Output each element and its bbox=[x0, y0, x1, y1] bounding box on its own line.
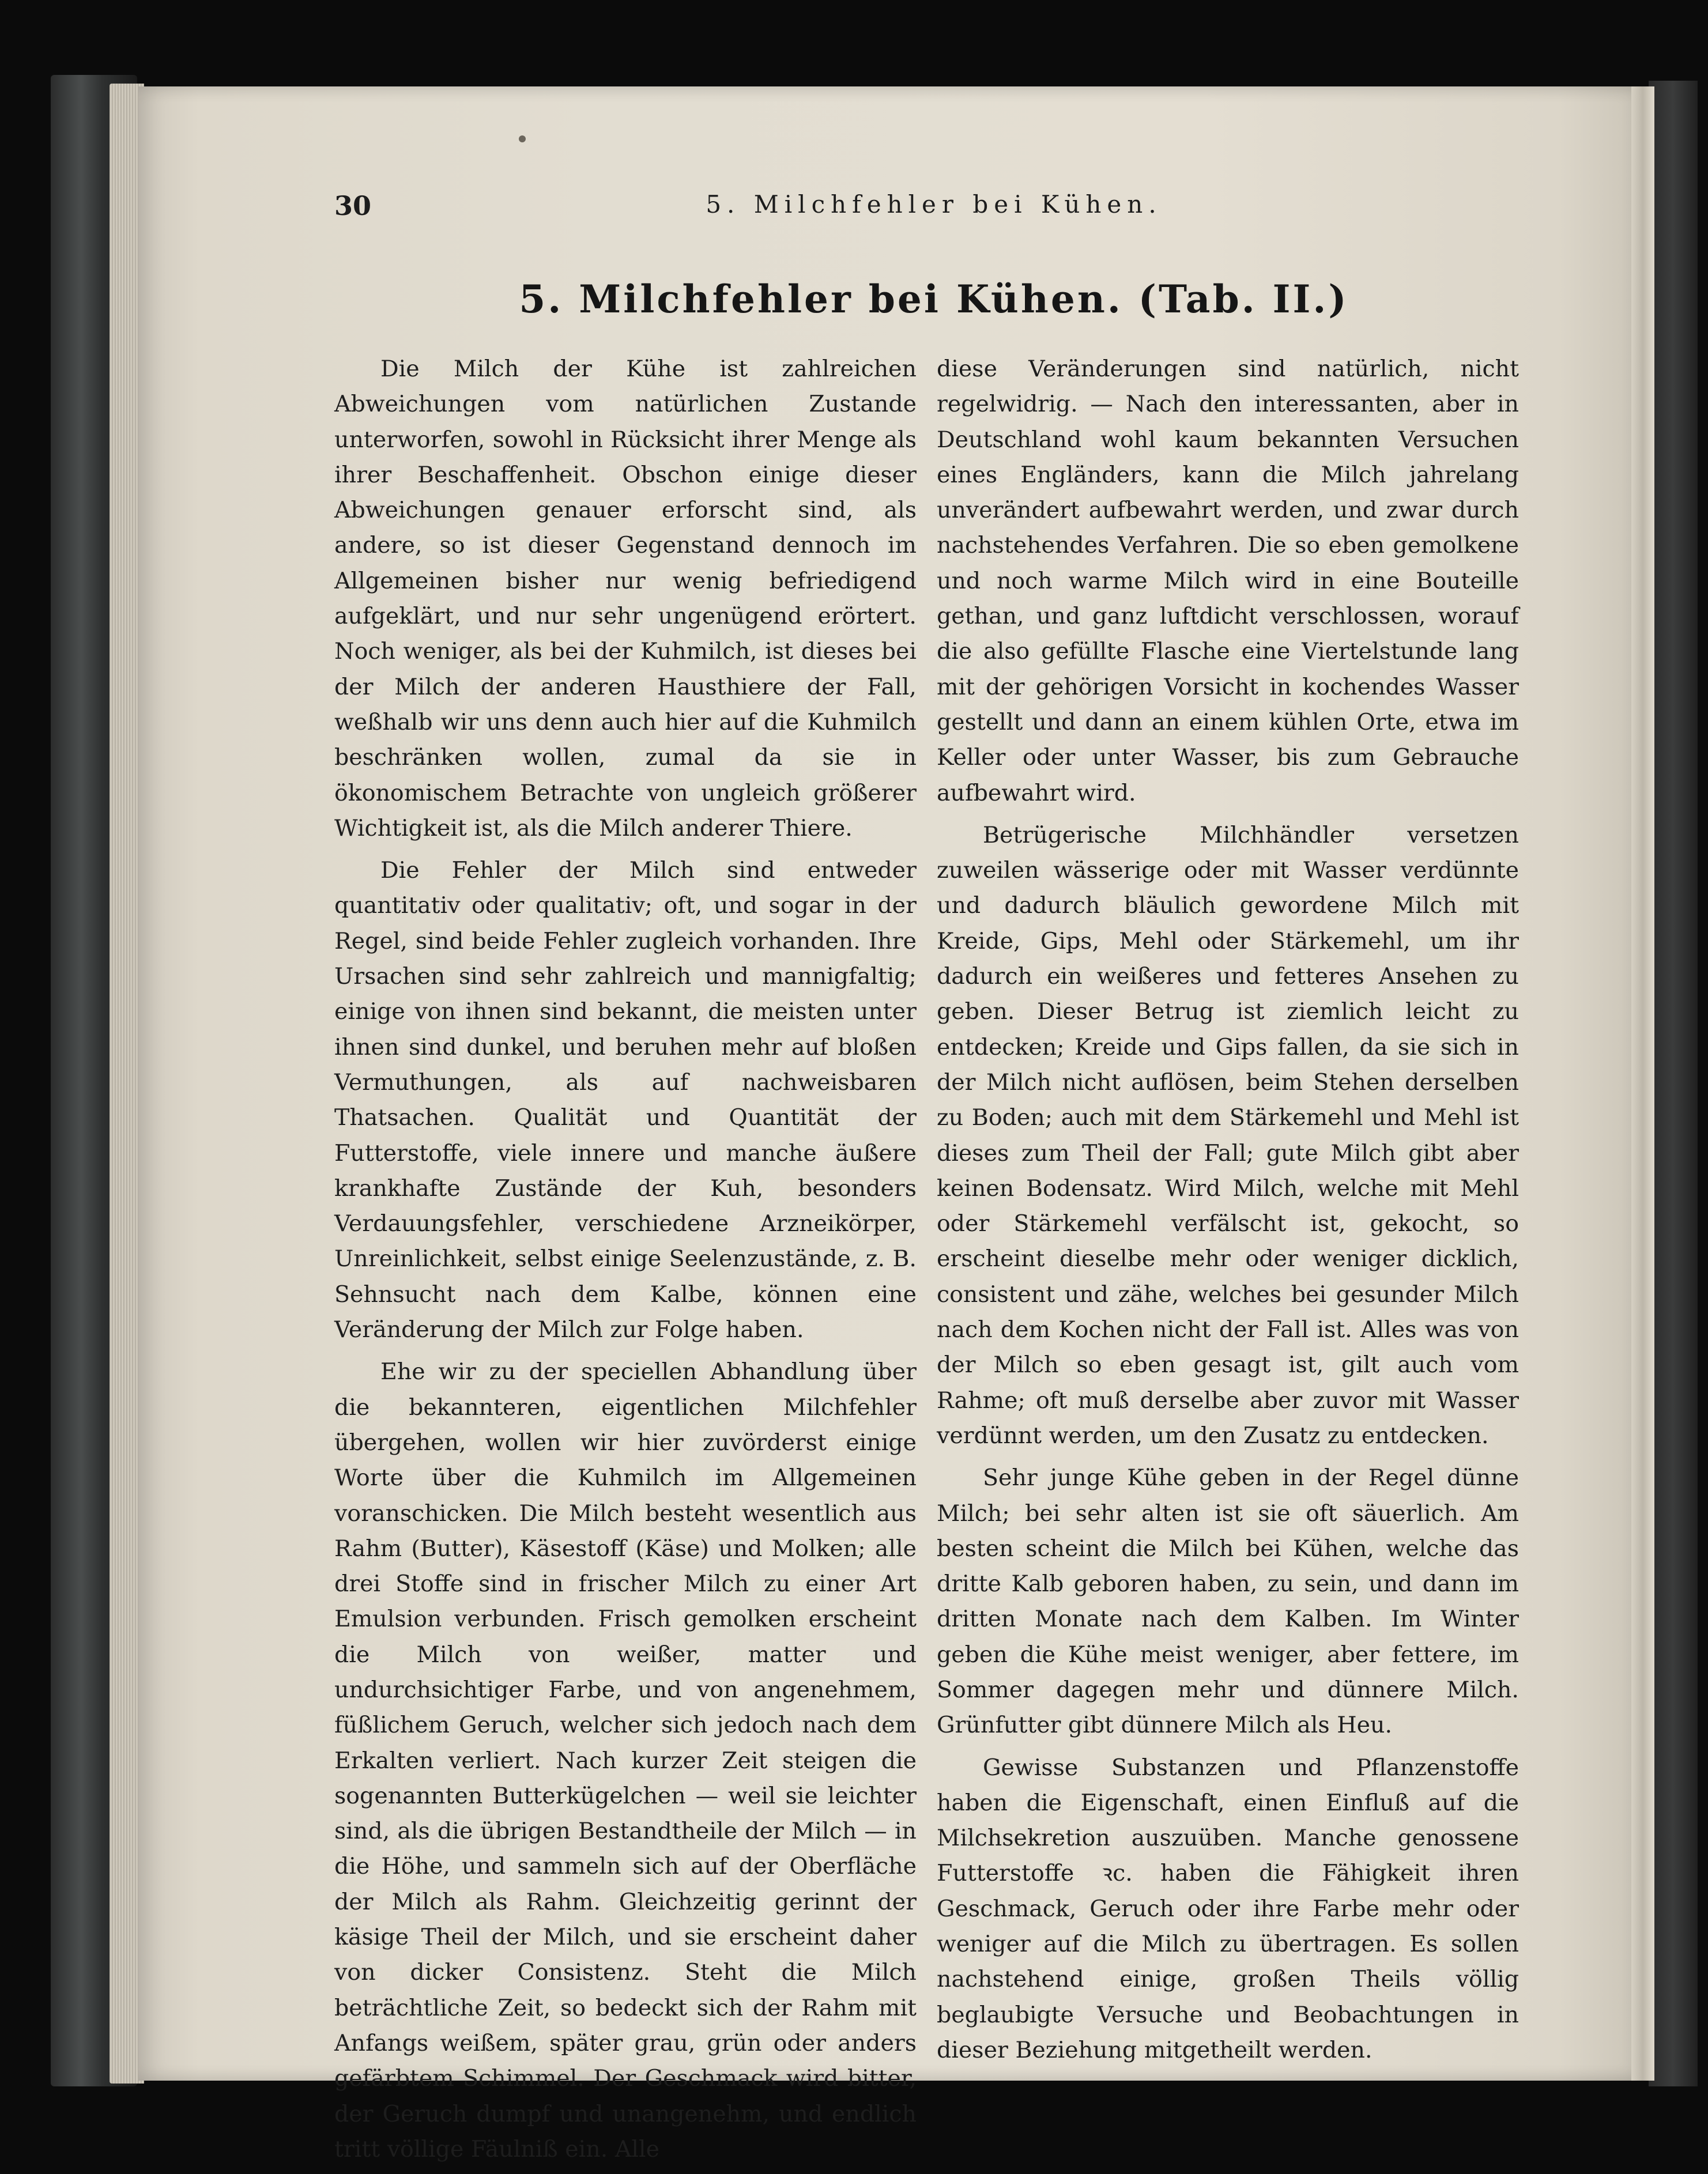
paragraph: Betrügerische Milchhändler versetzen zuweilen wässerige oder mit Wasser verdünnte und dadurch bläulich gewordene Milch mit Kreide, Gips, Mehl oder Stärkemehl, um ihr dadurch ein weißeres und fetteres Ansehen zu geben. Dieser Betrug ist ziemlich leicht zu entdecken; Kreide und Gips fallen, da sie sich in der Milch nicht auflösen, beim Stehen derselben zu Boden; auch mit dem Stärkemehl und Mehl ist dieses zum Theil der Fall; gute Milch gibt aber keinen Bodensatz. Wird Milch, welche mit Mehl oder Stärkemehl verfälscht ist, gekocht, so erscheint dieselbe mehr oder weniger dicklich, consistent und zähe, welches bei gesunder Milch nach dem Kochen nicht der Fall ist. Alles was von der Milch so eben gesagt ist, gilt auch vom Rahme; oft muß derselbe aber zuvor mit Wasser verdünnt werden, um den Zusatz zu entdecken. bbox=[937, 821, 1519, 1449]
page-number: 30 bbox=[334, 190, 372, 221]
paragraph: diese Veränderungen sind natürlich, nicht regelwidrig. — Nach den interessanten, aber in Deutschland wohl kaum bekannten Versuchen eines Engländers, kann die Milch jahrelang unverändert aufbewahrt werden, und zwar durch nachstehendes Verfahren. Die so eben gemolkene und noch warme Milch wird in eine Bouteille gethan, und ganz luftdicht verschlossen, worauf die also gefüllte Flasche eine Viertelstunde lang mit der gehörigen Vorsicht in kochendes Wasser gestellt und dann an einem kühlen Orte, etwa im Keller oder unter Wasser, bis zum Gebrauche aufbewahrt wird. bbox=[937, 356, 1519, 806]
running-head-title: 5. Milchfehler bei Kühen. bbox=[706, 190, 1162, 218]
left-column bbox=[334, 352, 917, 2174]
paragraph: Die Fehler der Milch sind entweder quantitativ oder qualitativ; oft, und sogar in der Regel, sind beide Fehler zugleich vorhanden. Ihre Ursachen sind sehr zahlreich und mannigfaltig; einige von ihnen sind bekannt, die meisten unter ihnen sind dunkel, und beruhen mehr auf bloßen Vermuthungen, als auf nachweisbaren Thatsachen. Qualität und Quantität der Futterstoffe, viele innere und manche äußere krankhafte Zustände der Kuh, besonders Verdauungsfehler, verschiedene Arzneikörper, Unreinlichkeit, selbst einige Seelenzustände, z. B. Sehnsucht nach dem Kalbe, können eine Veränderung der Milch zur Folge haben. bbox=[334, 857, 917, 1343]
paper-spot bbox=[519, 135, 526, 142]
paragraph: Ehe wir zu der speciellen Abhandlung über die bekannteren, eigentlichen Milchfehler übergehen, wollen wir hier zuvörderst einige Worte über die Kuhmilch im Allgemeinen voranschicken. Die Milch besteht wesentlich aus Rahm (Butter), Käsestoff (Käse) und Molken; alle drei Stoffe sind in frischer Milch zu einer Art Emulsion verbunden. Frisch gemolken erscheint die Milch von weißer, matter und undurchsichtiger Farbe, und von angenehmem, füßlichem Geruch, welcher sich jedoch nach dem Erkalten verliert. Nach kurzer Zeit steigen die sogenannten Butterkügelchen — weil sie leichter sind, als die übrigen Bestandtheile der Milch — in die Höhe, und sammeln sich auf der Oberfläche der Milch als Rahm. Gleichzeitig gerinnt der käsige Theil der Milch, und sie erscheint daher von dicker Consistenz. Steht die Milch beträchtliche Zeit, so bedeckt sich der Rahm mit Anfangs weißem, später grau, grün oder anders gefärbtem Schimmel. Der Geschmack wird bitter, der Geruch dumpf und unangenehm, und endlich tritt völlige Fäulniß ein. Alle bbox=[334, 1358, 917, 2162]
book-cover-right bbox=[1649, 81, 1698, 2086]
paragraph: Gewisse Substanzen und Pflanzenstoffe haben die Eigenschaft, einen Einfluß auf die Milchsekretion auszuüben. Manche genossene Futterstoffe ꝛc. haben die Fähigkeit ihren Geschmack, Geruch oder ihre Farbe mehr oder weniger auf die Milch zu übertragen. Es sollen nachstehend einige, großen Theils völlig beglaubigte Versuche und Beobachtungen in dieser Beziehung mitgetheilt werden. bbox=[937, 1754, 1519, 2063]
paragraph: Sehr junge Kühe geben in der Regel dünne Milch; bei sehr alten ist sie oft säuerlich. Am besten scheint die Milch bei Kühen, welche das dritte Kalb geboren haben, zu sein, und dann im dritten Monate nach dem Kalben. Im Winter geben die Kühe meist weniger, aber fettere, im Sommer dagegen mehr und dünnere Milch. Grünfutter gibt dünnere Milch als Heu. bbox=[937, 1465, 1519, 1739]
paragraph: Die Milch der Kühe ist zahlreichen Abweichungen vom natürlichen Zustande unterworfen, sowohl in Rücksicht ihrer Menge als ihrer Beschaffenheit. Obschon einige dieser Abweichungen genauer erforscht sind, als andere, so ist dieser Gegenstand dennoch im Allgemeinen bisher nur wenig befriedigend aufgeklärt, und nur sehr ungenügend erörtert. Noch weniger, als bei der Kuhmilch, ist dieses bei der Milch der anderen Hausthiere der Fall, weßhalb wir uns denn auch hier auf die Kuhmilch beschränken wollen, zumal da sie in ökonomischem Betrachte von ungleich größerer Wichtigkeit ist, als die Milch anderer Thiere. bbox=[334, 356, 917, 841]
chapter-title: 5. Milchfehler bei Kühen. (Tab. II.) bbox=[519, 277, 1349, 322]
page-gutter bbox=[1631, 86, 1654, 2081]
right-column bbox=[937, 352, 1519, 2075]
running-head bbox=[334, 190, 1533, 225]
